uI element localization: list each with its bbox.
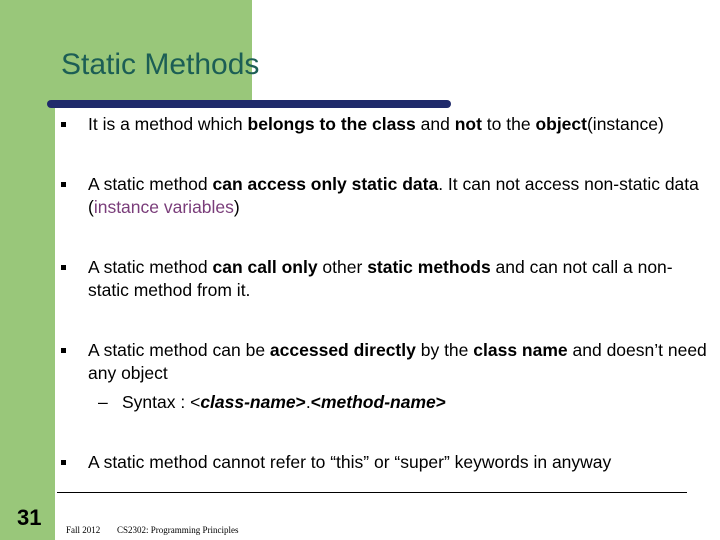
title-underline: [47, 100, 451, 108]
text-run: >: [435, 392, 446, 412]
text-run: class name: [473, 340, 568, 360]
bullet-item: [58, 173, 708, 219]
text-run: A static method: [88, 174, 213, 194]
text-run: to the: [481, 114, 536, 134]
text-run: belongs to the class: [247, 114, 416, 134]
sub-bullet-item: [88, 391, 708, 414]
text-run: ): [233, 197, 240, 217]
text-run: object: [535, 114, 587, 134]
text-run: by the: [415, 340, 474, 360]
slide-title: Static Methods: [61, 48, 260, 81]
text-run: method-name: [321, 392, 436, 412]
text-run: and can not call a non-static method from it.: [88, 257, 673, 300]
square-bullet-icon: [61, 182, 66, 187]
text-run: can call only: [212, 257, 318, 277]
text-run: A static method cannot refer to “this” or “super” keywords in anyway: [88, 452, 612, 472]
text-run: It is a method which: [88, 114, 248, 134]
text-run: and: [415, 114, 455, 134]
slide-number: 31: [17, 505, 42, 530]
text-run: class-name: [200, 392, 296, 412]
text-run: .: [305, 392, 311, 412]
footer-divider: [57, 492, 687, 493]
bullet-item: [58, 113, 708, 136]
text-run: Syntax : <: [122, 392, 201, 412]
text-run: and doesn’t need any object: [88, 340, 707, 383]
text-run: static methods: [367, 257, 491, 277]
square-bullet-icon: [61, 460, 66, 465]
bullet-item: [58, 256, 708, 302]
text-run: >: [295, 392, 306, 412]
text-run: . It can not access non-static data (: [88, 174, 699, 217]
text-run: can access only static data: [212, 174, 439, 194]
text-run: not: [454, 114, 482, 134]
footer-term: Fall 2012: [66, 525, 101, 535]
text-run: A static method can be: [88, 340, 270, 360]
bullet-list: [58, 113, 708, 474]
square-bullet-icon: [61, 122, 66, 127]
bullet-item: [58, 339, 708, 414]
square-bullet-icon: [61, 348, 66, 353]
footer-course: CS2302: Programming Principles: [117, 525, 239, 535]
dash-bullet-icon: –: [98, 392, 108, 412]
text-run: other: [317, 257, 368, 277]
text-run: <: [310, 392, 321, 412]
text-run: accessed directly: [269, 340, 416, 360]
bullet-item: [58, 451, 708, 474]
text-run: A static method: [88, 257, 213, 277]
text-run: instance variables: [93, 197, 234, 217]
square-bullet-icon: [61, 265, 66, 270]
text-run: (instance): [586, 114, 664, 134]
